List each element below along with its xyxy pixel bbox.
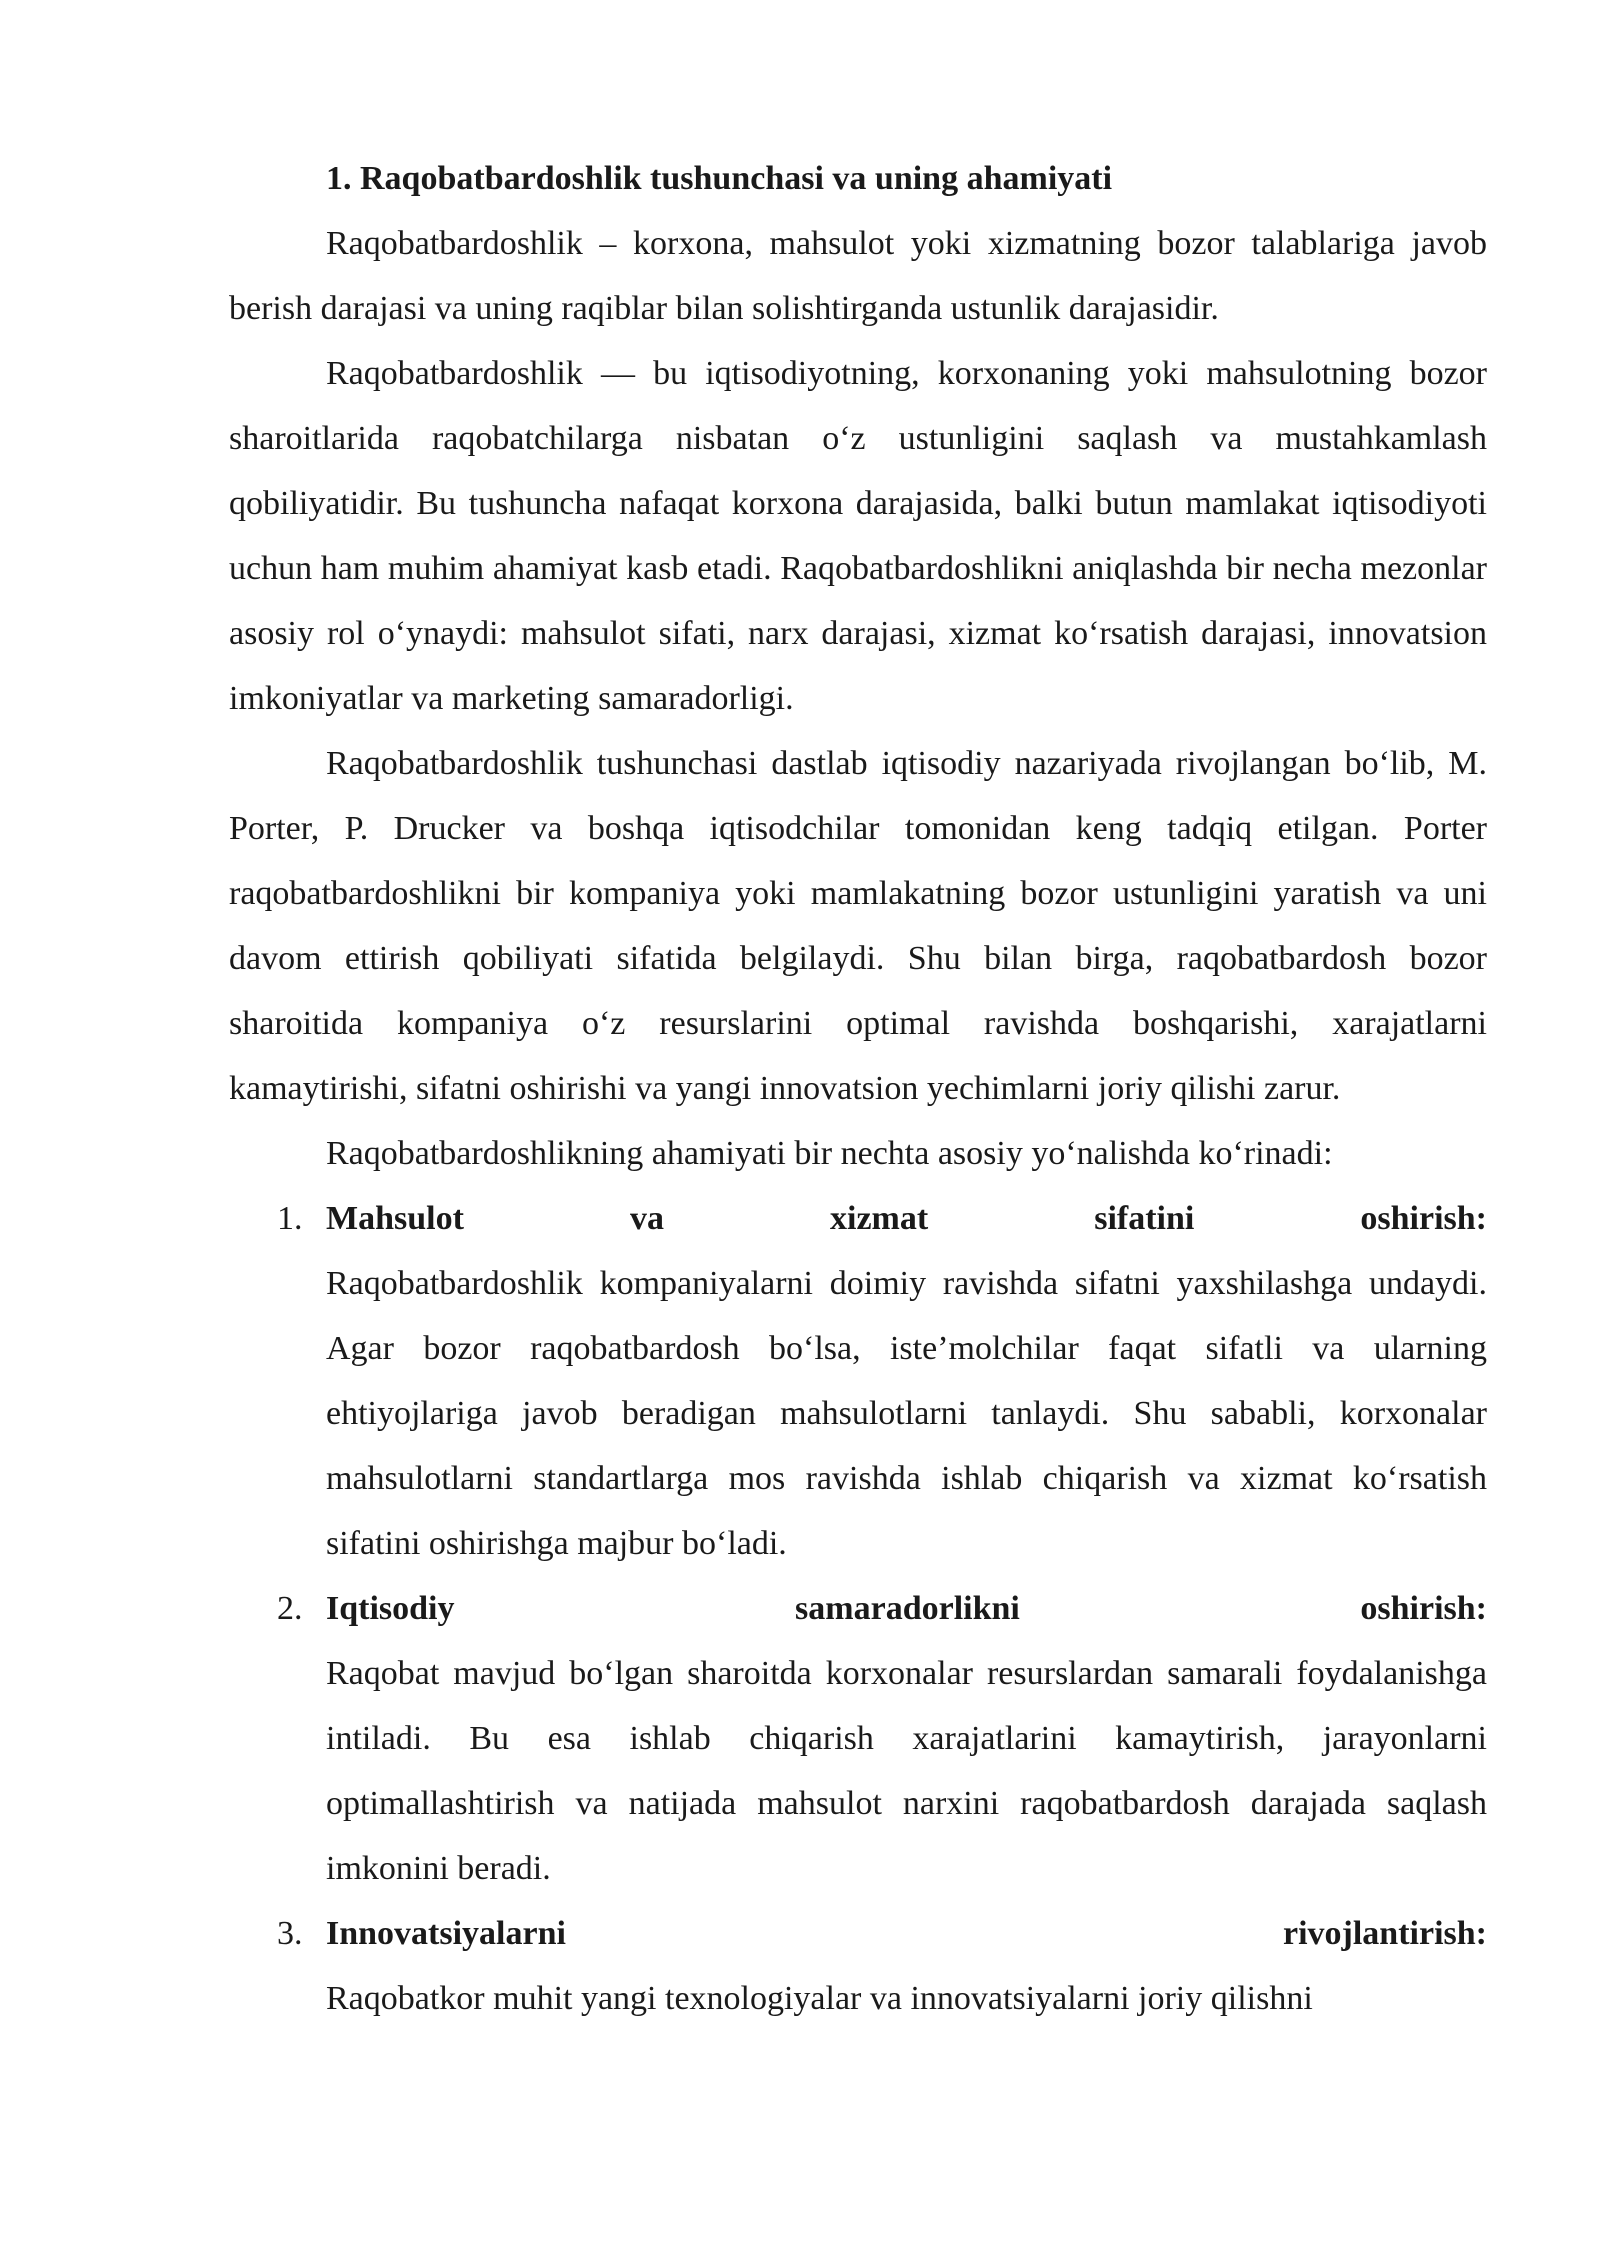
- list-item-number: 3.: [277, 1915, 303, 1952]
- list-item-body: Raqobatkor muhit yangi texnologiyalar va innovatsiyalarni joriy qilishni: [326, 1980, 1313, 2017]
- paragraph-explanation: Raqobatbardoshlik — bu iqtisodiyotning, korxonaning yoki mahsulotning bozor sharoitlarida raqobatchilarga nisbatan o‘z ustunligini saqlash va mustahkamlash qobiliyatidir. Bu tushuncha nafaqat korxona darajasida, balki butun mamlakat iqtisodiyoti uchun ham muhim ahamiyat kasb etadi. Raqobatbardoshlikni aniqlashda bir necha mezonlar asosiy rol o‘ynaydi: mahsulot sifati, narx darajasi, xizmat ko‘rsatish darajasi, innovatsion imkoniyatlar va marketing samaradorligi.: [229, 355, 1487, 717]
- list-item-body: Raqobat mavjud bo‘lgan sharoitda korxonalar resurslardan samarali foydalanishga intiladi. Bu esa ishlab chiqarish xarajatlarini kamaytirish, jarayonlarni optimallashtirish va natijada mahsulot narxini raqobatbardosh darajada saqlash imkonini beradi.: [326, 1655, 1487, 1887]
- list-item: [229, 1901, 1487, 2031]
- list-item-title: Iqtisodiy samaradorlikni oshirish:: [326, 1590, 1487, 1627]
- section-heading: 1. Raqobatbardoshlik tushunchasi va uning ahamiyati: [326, 160, 1113, 197]
- list-item-number: 2.: [277, 1590, 303, 1627]
- list-item-title: Mahsulot va xizmat sifatini oshirish:: [326, 1200, 1487, 1237]
- list-item: [229, 1186, 1487, 1576]
- paragraph-theory: Raqobatbardoshlik tushunchasi dastlab iqtisodiy nazariyada rivojlangan bo‘lib, M. Porter, P. Drucker va boshqa iqtisodchilar tomonidan keng tadqiq etilgan. Porter raqobatbardoshlikni bir kompaniya yoki mamlakatning bozor ustunligini yaratish va uni davom ettirish qobiliyati sifatida belgilaydi. Shu bilan birga, raqobatbardosh bozor sharoitida kompaniya o‘z resurslarini optimal ravishda boshqarishi, xarajatlarni kamaytirishi, sifatni oshirishi va yangi innovatsion yechimlarni joriy qilishi zarur.: [229, 745, 1487, 1107]
- paragraph-importance-intro: Raqobatbardoshlikning ahamiyati bir nechta asosiy yo‘nalishda ko‘rinadi:: [326, 1135, 1333, 1172]
- list-item: [229, 1576, 1487, 1901]
- list-item-number: 1.: [277, 1200, 303, 1237]
- paragraph-definition: Raqobatbardoshlik – korxona, mahsulot yoki xizmatning bozor talablariga javob berish darajasi va uning raqiblar bilan solishtirganda ustunlik darajasidir.: [229, 225, 1487, 327]
- list-item-body: Raqobatbardoshlik kompaniyalarni doimiy ravishda sifatni yaxshilashga undaydi. Agar bozor raqobatbardosh bo‘lsa, iste’molchilar faqat sifatli va ularning ehtiyojlariga javob beradigan mahsulotlarni tanlaydi. Shu sababli, korxonalar mahsulotlarni standartlarga mos ravishda ishlab chiqarish va xizmat ko‘rsatish sifatini oshirishga majbur bo‘ladi.: [326, 1265, 1487, 1562]
- document-body: [229, 146, 1487, 2031]
- importance-list: [229, 1186, 1487, 2031]
- list-item-title: Innovatsiyalarni rivojlantirish:: [326, 1915, 1487, 1952]
